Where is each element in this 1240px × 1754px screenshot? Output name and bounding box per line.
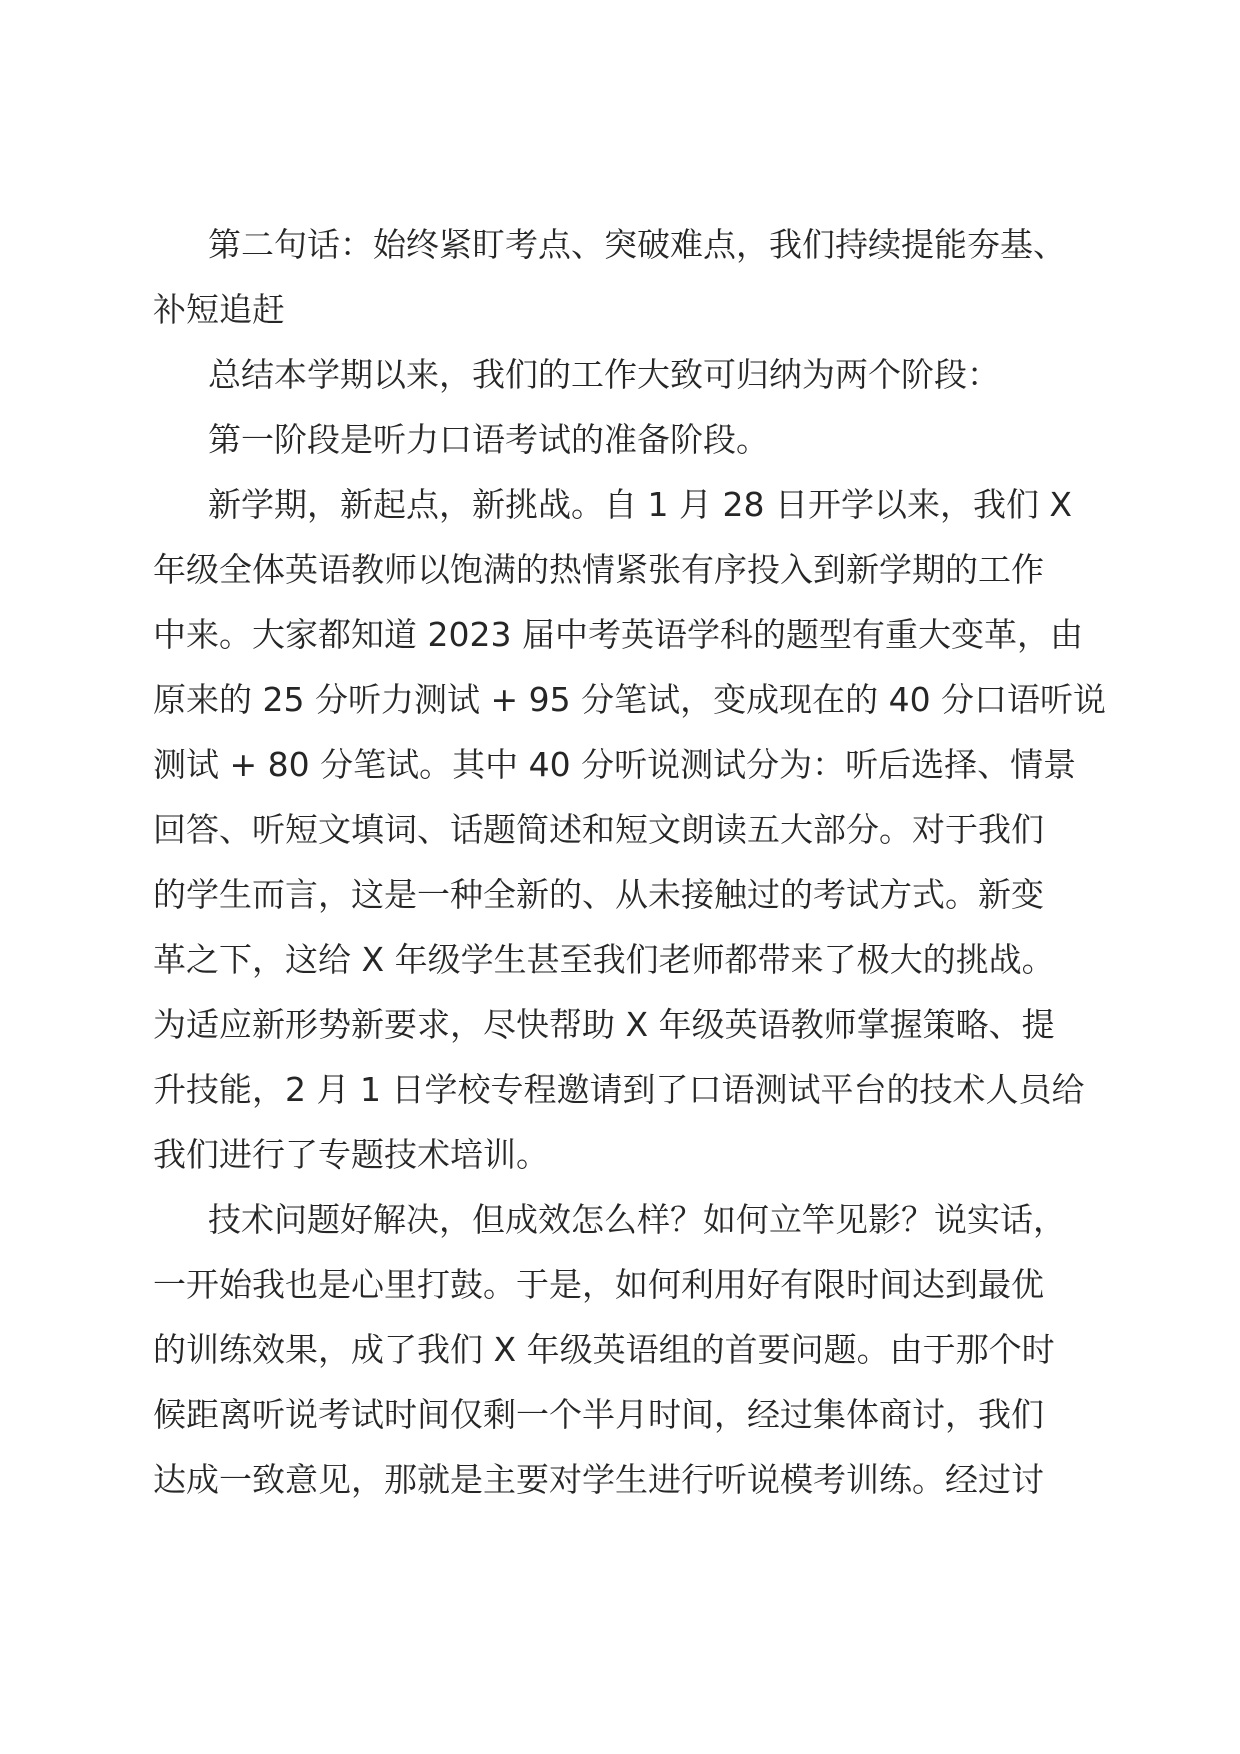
paragraph-line: 达成一致意见，那就是主要对学生进行听说模考训练。经过讨 — [153, 1460, 1044, 1499]
paragraph-line: 总结本学期以来，我们的工作大致可归纳为两个阶段： — [208, 355, 1000, 394]
paragraph-line: 新学期，新起点，新挑战。自 1 月 28 日开学以来，我们 X — [208, 485, 1073, 524]
paragraph-line: 升技能，2 月 1 日学校专程邀请到了口语测试平台的技术人员给 — [153, 1070, 1085, 1109]
paragraph-line: 革之下，这给 X 年级学生甚至我们老师都带来了极大的挑战。 — [153, 940, 1055, 979]
paragraph-line: 原来的 25 分听力测试 + 95 分笔试，变成现在的 40 分口语听说 — [153, 680, 1107, 719]
paragraph-line: 的训练效果，成了我们 X 年级英语组的首要问题。由于那个时 — [153, 1330, 1055, 1369]
heading-line-1: 第二句话：始终紧盯考点、突破难点，我们持续提能夯基、 — [208, 225, 1066, 264]
heading-line-2: 补短追赶 — [153, 290, 285, 329]
paragraph-line: 年级全体英语教师以饱满的热情紧张有序投入到新学期的工作 — [153, 550, 1044, 589]
paragraph-line: 第一阶段是听力口语考试的准备阶段。 — [208, 420, 769, 459]
paragraph-line: 的学生而言，这是一种全新的、从未接触过的考试方式。新变 — [153, 875, 1044, 914]
paragraph-line: 技术问题好解决，但成效怎么样？如何立竿见影？说实话， — [208, 1200, 1066, 1239]
paragraph-line: 一开始我也是心里打鼓。于是，如何利用好有限时间达到最优 — [153, 1265, 1044, 1304]
paragraph-line: 回答、听短文填词、话题简述和短文朗读五大部分。对于我们 — [153, 810, 1044, 849]
paragraph-line: 候距离听说考试时间仅剩一个半月时间，经过集体商讨，我们 — [153, 1395, 1044, 1434]
paragraph-line: 为适应新形势新要求，尽快帮助 X 年级英语教师掌握策略、提 — [153, 1005, 1055, 1044]
paragraph-line: 测试 + 80 分笔试。其中 40 分听说测试分为：听后选择、情景 — [153, 745, 1077, 784]
paragraph-line: 中来。大家都知道 2023 届中考英语学科的题型有重大变革，由 — [153, 615, 1083, 654]
paragraph-line: 我们进行了专题技术培训。 — [153, 1135, 549, 1174]
